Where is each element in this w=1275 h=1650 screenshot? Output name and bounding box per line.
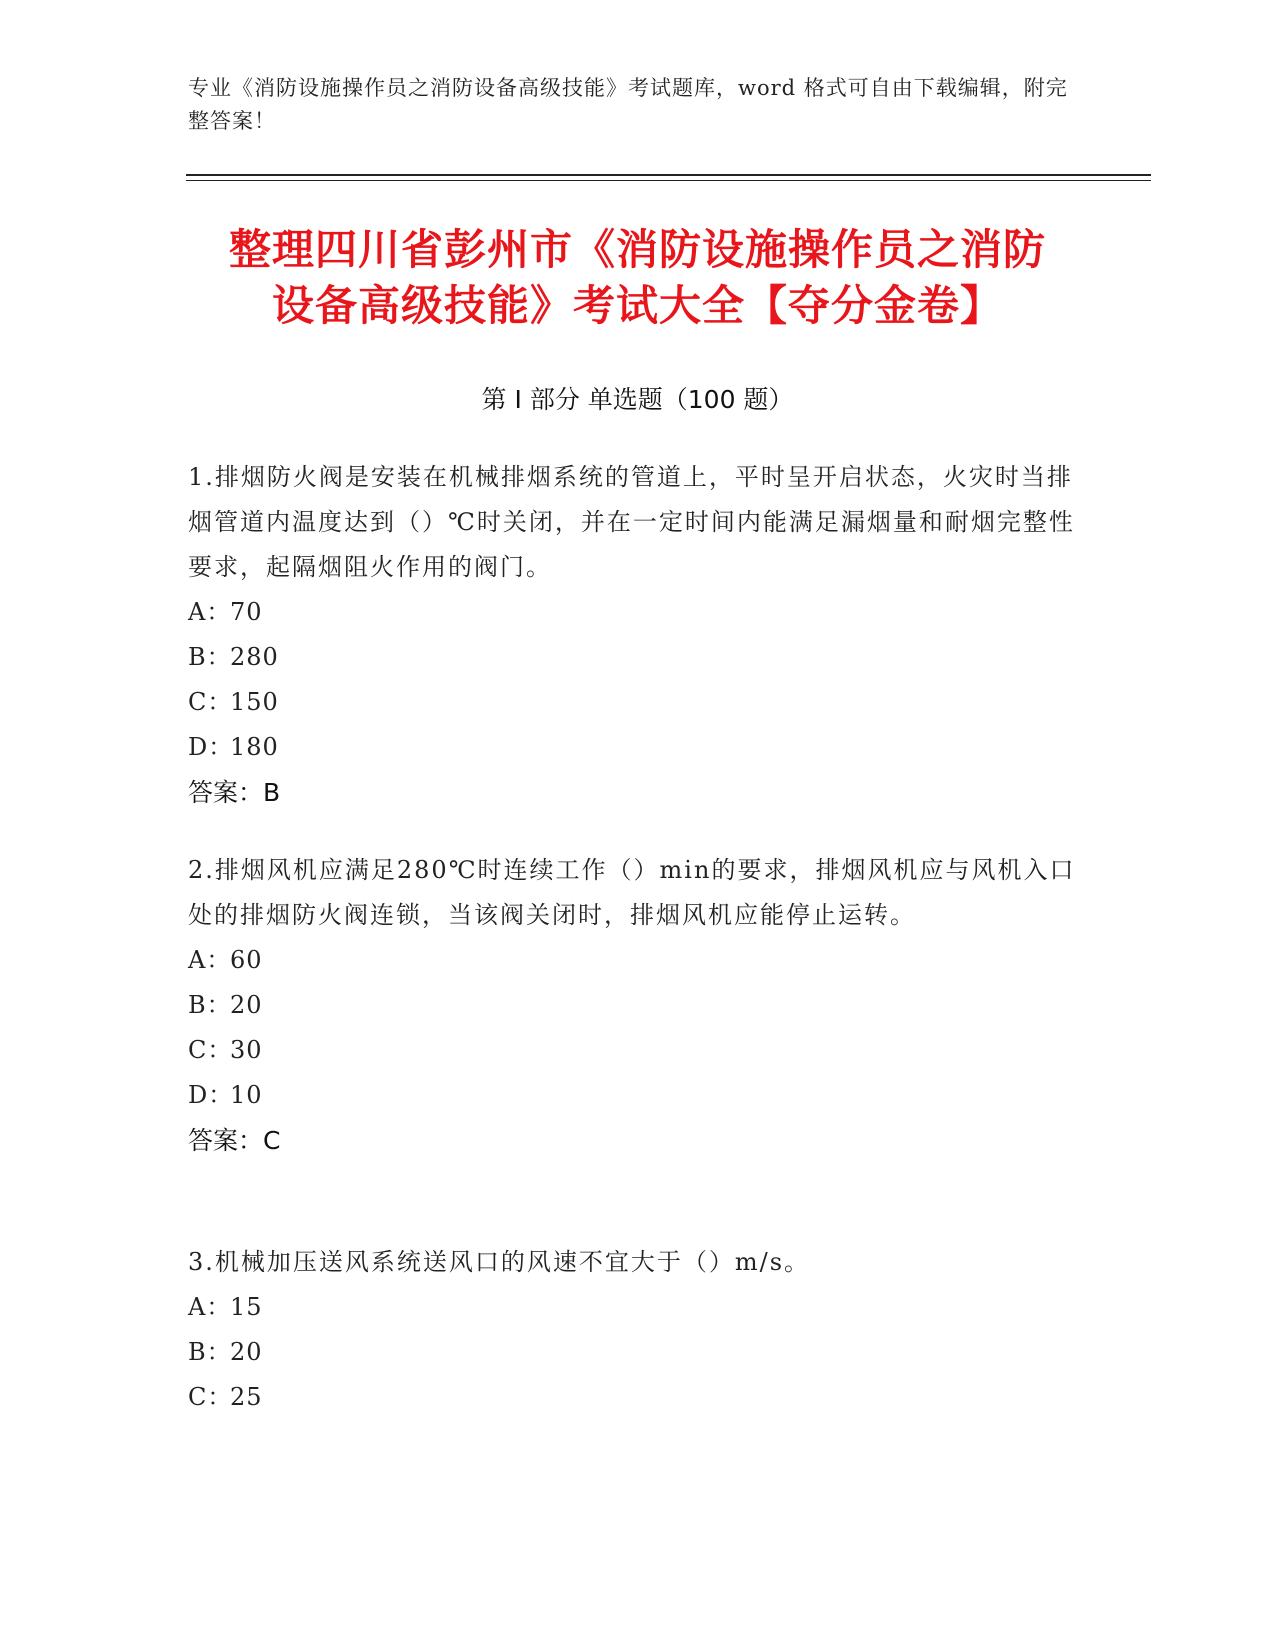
answer-value: B bbox=[263, 778, 281, 807]
question-text: 3.机械加压送风系统送风口的风速不宜大于（）m/s。 bbox=[188, 1248, 811, 1276]
title-line-1: 整理四川省彭州市《消防设施操作员之消防 bbox=[228, 225, 1046, 274]
option-label: B： bbox=[188, 643, 232, 671]
document-title bbox=[150, 222, 1125, 334]
title-line-2: 设备高级技能》考试大全【夺分金卷】 bbox=[271, 281, 1003, 330]
option-label: D： bbox=[188, 733, 234, 761]
answer-line bbox=[188, 770, 1078, 815]
option-label: C： bbox=[188, 1383, 233, 1411]
question-1 bbox=[188, 455, 1078, 815]
option-value: 20 bbox=[230, 1338, 263, 1366]
option-c bbox=[188, 1028, 1078, 1073]
answer-value: C bbox=[263, 1126, 281, 1155]
question-2 bbox=[188, 848, 1078, 1163]
question-3 bbox=[188, 1240, 1078, 1420]
option-value: 280 bbox=[230, 643, 279, 671]
option-c bbox=[188, 1375, 1078, 1420]
option-value: 30 bbox=[230, 1036, 263, 1064]
option-label: B： bbox=[188, 991, 232, 1019]
question-text: 1.排烟防火阀是安装在机械排烟系统的管道上，平时呈开启状态，火灾时当排烟管道内温度达到（）℃时关闭，并在一定时间内能满足漏烟量和耐烟完整性要求，起隔烟阻火作用的阀门。 bbox=[188, 463, 1075, 581]
option-d bbox=[188, 1073, 1078, 1118]
option-value: 70 bbox=[230, 598, 263, 626]
answer-line bbox=[188, 1118, 1078, 1163]
option-b bbox=[188, 983, 1078, 1028]
option-label: A： bbox=[188, 598, 232, 626]
option-value: 180 bbox=[230, 733, 279, 761]
header-rule-thick bbox=[186, 174, 1151, 176]
question-text: 2.排烟风机应满足280℃时连续工作（）min的要求，排烟风机应与风机入口处的排烟防火阀连锁，当该阀关闭时，排烟风机应能停止运转。 bbox=[188, 856, 1076, 929]
option-label: A： bbox=[188, 1293, 232, 1321]
option-value: 15 bbox=[230, 1293, 263, 1321]
option-value: 10 bbox=[230, 1081, 263, 1109]
section-heading: 第 I 部分 单选题（100 题） bbox=[481, 385, 794, 414]
option-b bbox=[188, 1330, 1078, 1375]
option-d bbox=[188, 725, 1078, 770]
option-c bbox=[188, 680, 1078, 725]
answer-prefix: 答案： bbox=[188, 778, 264, 807]
option-a bbox=[188, 938, 1078, 983]
option-value: 60 bbox=[230, 946, 263, 974]
option-label: B： bbox=[188, 1338, 232, 1366]
option-b bbox=[188, 635, 1078, 680]
option-a bbox=[188, 1285, 1078, 1330]
option-label: C： bbox=[188, 1036, 233, 1064]
intro-text: 专业《消防设施操作员之消防设备高级技能》考试题库，word 格式可自由下载编辑，附完整答案！ bbox=[188, 76, 1068, 133]
option-value: 25 bbox=[230, 1383, 263, 1411]
answer-prefix: 答案： bbox=[188, 1126, 264, 1155]
option-label: C： bbox=[188, 688, 233, 716]
option-value: 150 bbox=[230, 688, 279, 716]
option-label: A： bbox=[188, 946, 232, 974]
option-label: D： bbox=[188, 1081, 234, 1109]
option-value: 20 bbox=[230, 991, 263, 1019]
option-a bbox=[188, 590, 1078, 635]
header-rule-thin bbox=[186, 180, 1151, 181]
